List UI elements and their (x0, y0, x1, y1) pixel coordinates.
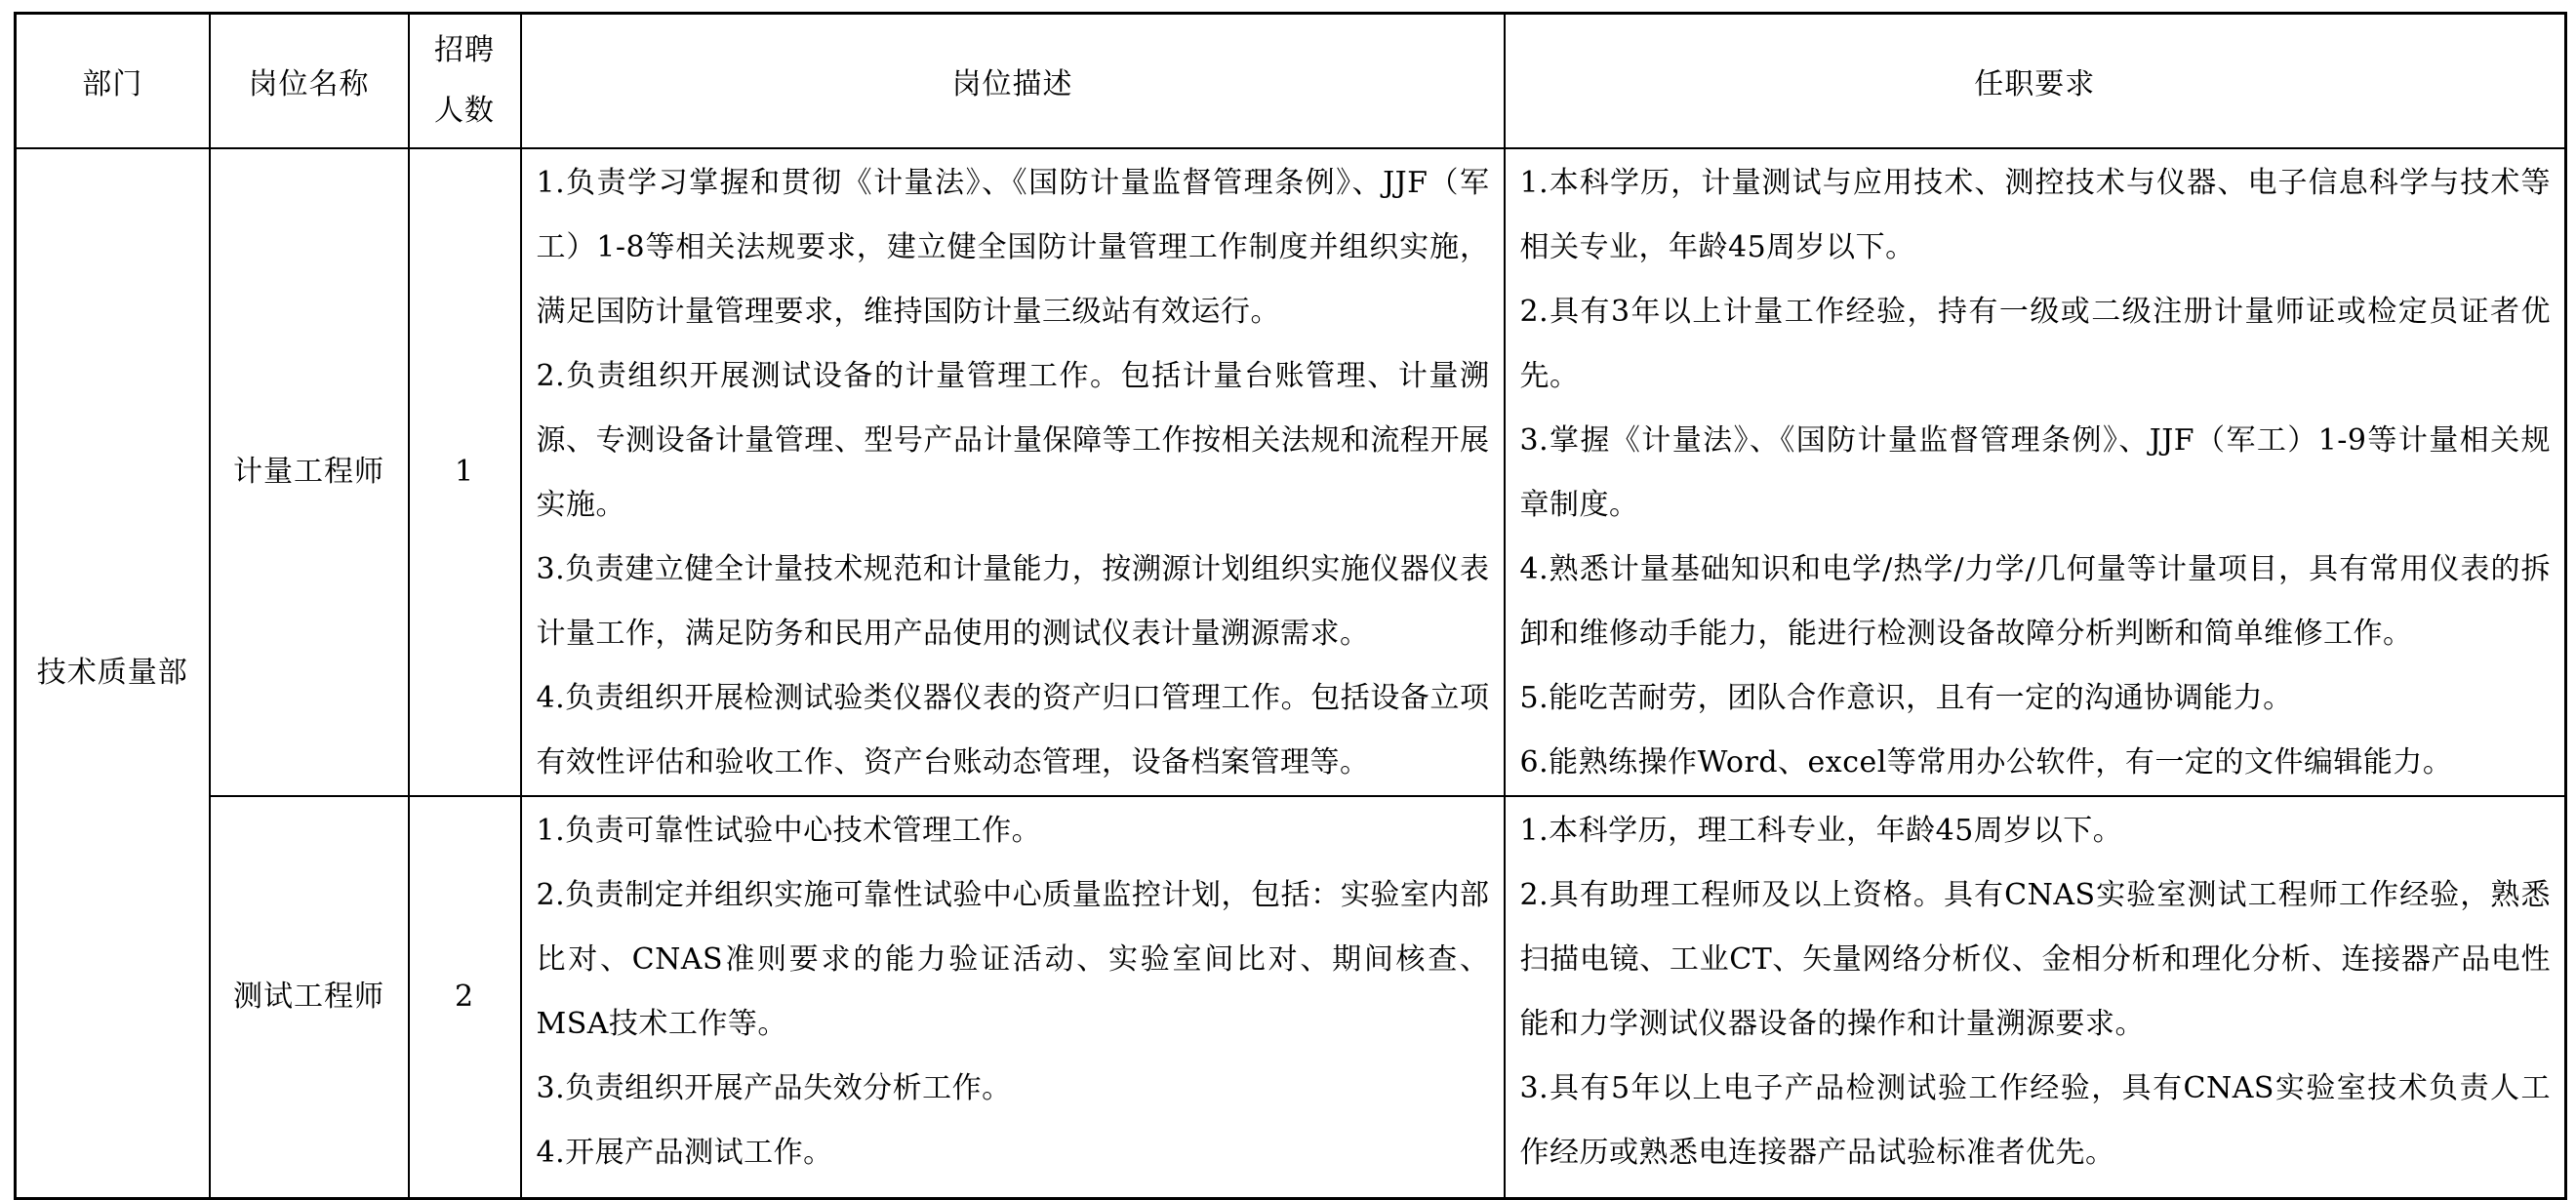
headcount-cell-row2: 2 (409, 796, 521, 1199)
header-headcount-line2: 人数 (434, 93, 495, 128)
requirements-item: 3.具有5年以上电子产品检测试验工作经验，具有CNAS实验室技术负责人工作经历或熟悉电连接器产品试验标准者优先。 (1519, 1070, 2551, 1170)
description-item: 2.负责组织开展测试设备的计量管理工作。包括计量台账管理、计量溯源、专测设备计量管理、型号产品计量保障等工作按相关法规和流程开展实施。 (536, 358, 1490, 522)
header-row (16, 14, 2566, 148)
requirements-item: 4.熟悉计量基础知识和电学/热学/力学/几何量等计量项目，具有常用仪表的拆卸和维修动手能力，能进行检测设备故障分析判断和简单维修工作。 (1519, 551, 2551, 651)
requirements-cell-row2 (1505, 796, 2566, 1199)
header-headcount-line1: 招聘 (434, 32, 495, 67)
requirements-item: 6.能熟练操作Word、excel等常用办公软件，有一定的文件编辑能力。 (1519, 744, 2453, 780)
requirements-item: 1.本科学历，理工科专业，年龄45周岁以下。 (1519, 813, 2123, 848)
description-item: 1.负责可靠性试验中心技术管理工作。 (536, 813, 1042, 848)
headcount-cell-row1: 1 (409, 148, 521, 796)
requirements-item: 2.具有助理工程师及以上资格。具有CNAS实验室测试工程师工作经验，熟悉扫描电镜、工业CT、矢量网络分析仪、金相分析和理化分析、连接器产品电性能和力学测试仪器设备的操作和计量溯源要求。 (1519, 877, 2551, 1041)
description-item: 2.负责制定并组织实施可靠性试验中心质量监控计划，包括：实验室内部比对、CNAS准则要求的能力验证活动、实验室间比对、期间核查、MSA技术工作等。 (536, 877, 1490, 1041)
requirements-item: 2.具有3年以上计量工作经验，持有一级或二级注册计量师证或检定员证者优先。 (1519, 294, 2551, 393)
header-requirements: 任职要求 (1505, 14, 2566, 148)
requirements-item: 5.能吃苦耐劳，团队合作意识，且有一定的沟通协调能力。 (1519, 680, 2293, 715)
requirements-item: 1.本科学历，计量测试与应用技术、测控技术与仪器、电子信息科学与技术等相关专业，年龄45周岁以下。 (1519, 165, 2551, 264)
recruitment-table (14, 12, 2567, 1200)
header-position: 岗位名称 (210, 14, 409, 148)
description-item: 3.负责组织开展产品失效分析工作。 (536, 1070, 1012, 1105)
header-headcount (409, 14, 521, 148)
description-item: 3.负责建立健全计量技术规范和计量能力，按溯源计划组织实施仪器仪表计量工作，满足防务和民用产品使用的测试仪表计量溯源需求。 (536, 551, 1490, 651)
description-cell-row1 (521, 148, 1505, 796)
department-cell: 技术质量部 (16, 148, 210, 1199)
table-row-metrology-engineer (16, 148, 2566, 796)
description-item: 4.开展产品测试工作。 (536, 1135, 833, 1170)
requirements-item: 3.掌握《计量法》、《国防计量监督管理条例》、JJF（军工）1-9等计量相关规章制度。 (1519, 422, 2551, 522)
description-cell-row2 (521, 796, 1505, 1199)
requirements-cell-row1 (1505, 148, 2566, 796)
description-item: 4.负责组织开展检测试验类仪器仪表的资产归口管理工作。包括设备立项有效性评估和验收工作、资产台账动态管理，设备档案管理等。 (536, 680, 1490, 780)
header-department: 部门 (16, 14, 210, 148)
table-row-test-engineer (16, 796, 2566, 1199)
header-description: 岗位描述 (521, 14, 1505, 148)
description-item: 1.负责学习掌握和贯彻《计量法》、《国防计量监督管理条例》、JJF（军工）1-8等相关法规要求，建立健全国防计量管理工作制度并组织实施，满足国防计量管理要求，维持国防计量三级站有效运行。 (536, 165, 1490, 329)
position-cell-row1: 计量工程师 (210, 148, 409, 796)
position-cell-row2: 测试工程师 (210, 796, 409, 1199)
